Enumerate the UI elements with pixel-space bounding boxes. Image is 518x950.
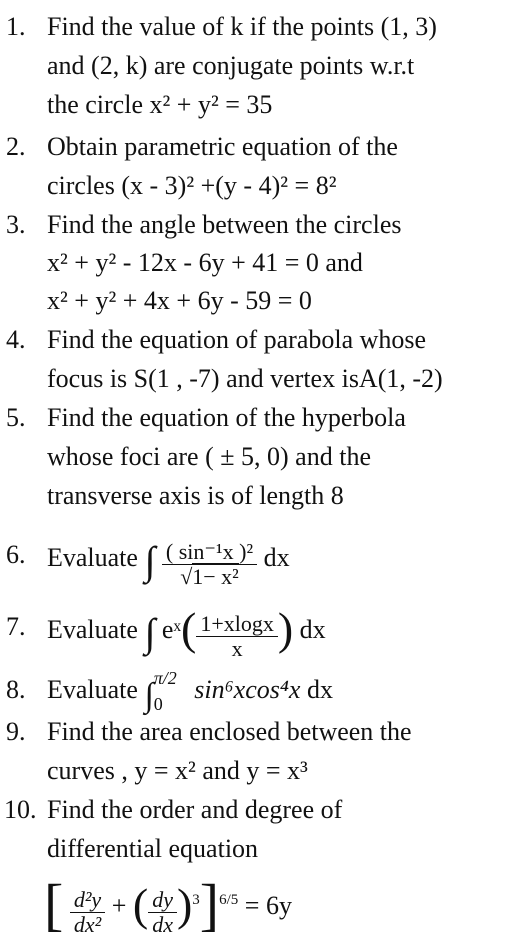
fraction (162, 540, 257, 589)
question-text-line: Find the equation of parabola whose (47, 325, 427, 354)
question-text-line: x² + y² - 12x - 6y + 41 = 0 and (47, 248, 363, 277)
question-text-line: Find the angle between the circles (47, 210, 402, 239)
question-number: 5. (6, 403, 26, 432)
fraction-denominator: √1− x² (162, 564, 257, 589)
integral-sign-icon: ∫ (144, 677, 154, 714)
fraction-denominator: dx² (70, 912, 105, 937)
question-text-line: Find the order and degree of (47, 795, 343, 824)
question-text-line: whose foci are ( ± 5, 0) and the (47, 442, 371, 471)
question-number: 7. (6, 612, 26, 641)
right-bracket-icon: ] (199, 872, 220, 937)
question-text-line: circles (x - 3)² +(y - 4)² = 8² (47, 171, 337, 200)
upper-limit: π/2 (153, 668, 177, 688)
differential: dx (299, 615, 326, 644)
integrand: sin⁶xcos⁴x (194, 675, 301, 704)
evaluate-label: Evaluate (47, 675, 138, 704)
integral-sign-icon: ∫ (144, 538, 156, 583)
outer-exponent: 6/5 (219, 892, 239, 908)
question-number: 10. (4, 795, 37, 824)
left-bracket-icon: [ (44, 872, 64, 937)
question-text-line: Find the equation of the hyperbola (47, 403, 406, 432)
question-text-line: and (2, k) are conjugate points w.r.t (47, 51, 415, 80)
question-number: 4. (6, 325, 26, 354)
equation-rhs: = 6y (244, 891, 292, 920)
power-exponent: 3 (192, 892, 200, 908)
fraction-numerator: dy (152, 887, 173, 912)
evaluate-label: Evaluate (47, 543, 138, 572)
question-text-line: curves , y = x² and y = x³ (47, 756, 308, 785)
evaluate-label: Evaluate (47, 615, 138, 644)
lower-limit: 0 (153, 694, 163, 714)
fraction-denominator: dx (148, 912, 177, 937)
question-text-line: differential equation (47, 834, 259, 863)
question-text-line: Find the area enclosed between the (47, 717, 412, 746)
fraction (70, 888, 105, 937)
fraction-numerator: d²y (73, 887, 102, 912)
question-number: 9. (6, 717, 26, 746)
fraction (196, 612, 278, 661)
fraction-numerator: 1+xlogx (200, 611, 274, 636)
question-text-line: Obtain parametric equation of the (47, 132, 398, 161)
question-number: 8. (6, 675, 26, 704)
differential: dx (306, 675, 333, 704)
fraction-denominator: x (196, 636, 278, 661)
left-paren-icon: ( (180, 603, 197, 654)
exponential-term: eˣ (161, 615, 181, 644)
question-number: 3. (6, 210, 26, 239)
differential: dx (263, 543, 290, 572)
question-text-line: focus is S(1 , -7) and vertex isA(1, -2) (47, 364, 443, 393)
fraction (148, 888, 177, 937)
question-number: 6. (6, 540, 26, 569)
right-paren-icon: ) (277, 603, 294, 654)
question-text-line: transverse axis is of length 8 (47, 481, 344, 510)
question-text-line: x² + y² + 4x + 6y - 59 = 0 (47, 286, 312, 315)
question-text-line: Find the value of k if the points (1, 3) (47, 12, 437, 41)
question-text-line: the circle x² + y² = 35 (47, 90, 273, 119)
right-paren-icon: ) (176, 879, 193, 930)
integral-sign-icon: ∫ (144, 610, 156, 655)
question-number: 2. (6, 132, 26, 161)
left-paren-icon: ( (132, 879, 149, 930)
question-number: 1. (6, 12, 26, 41)
differential-equation: [ $\frac{\text{d²y}}{\text{dx²}}$ + ( $\frac{dy}{dx}$ )$^3$]$^{6/5}$ = 6y (44, 872, 292, 937)
fraction-numerator: ( sin⁻¹x )² (165, 539, 254, 564)
